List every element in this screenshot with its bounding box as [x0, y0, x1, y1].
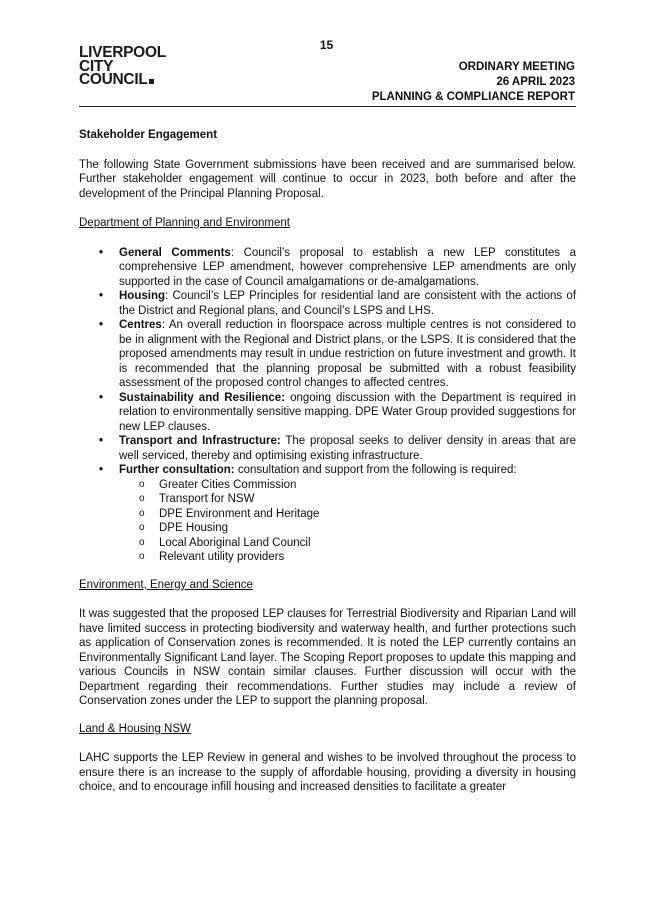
- logo-line-1: LIVERPOOL: [79, 44, 166, 61]
- report-title: PLANNING & COMPLIANCE REPORT: [371, 91, 575, 103]
- logo-dot-icon: [149, 79, 154, 84]
- list-item: • Housing: Council’s LEP Principles for residential land are consistent with the actions of the District and Regional plans, and Council’s LSPS and LHS.: [79, 289, 576, 318]
- consultee-list: [119, 478, 576, 565]
- consultee-item: o DPE Environment and Heritage: [119, 507, 576, 522]
- consultee-item: o Transport for NSW: [119, 492, 576, 507]
- lahc-heading: Land & Housing NSW: [79, 722, 191, 735]
- consultee-item: o Greater Cities Commission: [119, 478, 576, 493]
- consultee-item: o DPE Housing: [119, 521, 576, 536]
- list-item: • Further consultation: consultation and support from the following is required: o Greater Cities Commission o Transport for NSW o DPE Environment and Heritage o DPE Housing o Local Aboriginal Land Council o Relevant utility providers: [79, 463, 576, 565]
- list-item: • Sustainability and Resilience: ongoing discussion with the Department is required in relation to environmentally sensitive mapping. DPE Water Group provided suggestions for new LEP clauses.: [79, 391, 576, 435]
- logo-line-2: CITY: [79, 57, 114, 75]
- list-item: • Transport and Infrastructure: The proposal seeks to deliver density in areas that are well serviced, thereby and optimising existing infrastructure.: [79, 434, 576, 463]
- consultee-item: o Local Aboriginal Land Council: [119, 536, 576, 551]
- document-body: [79, 128, 576, 795]
- meeting-name: ORDINARY MEETING: [458, 61, 575, 73]
- logo-line-3-text: COUNCIL: [79, 71, 148, 88]
- consultee-item: o Relevant utility providers: [119, 550, 576, 565]
- list-item: • General Comments: Council’s proposal to establish a new LEP constitutes a comprehensive LEP amendment, however comprehensive LEP amendments are only supported in the case of Council amalgamations or de-amalgamations.: [79, 246, 576, 290]
- meeting-date: 26 APRIL 2023: [496, 76, 575, 88]
- section-title: Stakeholder Engagement: [79, 129, 218, 141]
- dpe-list: [79, 246, 576, 565]
- intro-paragraph: The following State Government submissions have been received and are summarised below. Further stakeholder engagement will continue to occur in 2023, both before and after the development of the Principal Planning Proposal.: [79, 158, 576, 200]
- page-number: 15: [319, 38, 334, 52]
- council-logo: [79, 46, 166, 87]
- logo-line-3: [79, 73, 166, 87]
- ees-heading: Environment, Energy and Science: [79, 578, 253, 591]
- header-divider: [79, 106, 576, 107]
- list-item: • Centres: An overall reduction in floorspace across multiple centres is not considered to be in alignment with the Regional and District plans, or the LSPS. It is considered that the proposed amendments may result in undue restriction on future investment and growth. It is recommended that the planning proposal be submitted with a robust feasibility assessment of the proposed control changes to affected centres.: [79, 318, 576, 391]
- lahc-paragraph: LAHC supports the LEP Review in general and wishes to be involved throughout the process to ensure there is an increase to the supply of affordable housing, providing a diversity in housing choice, and to encourage infill housing and increased densities to facilitate a greater: [79, 752, 576, 793]
- meeting-header: [459, 60, 575, 90]
- ees-paragraph: It was suggested that the proposed LEP clauses for Terrestrial Biodiversity and Riparian Land will have limited success in protecting biodiversity and waterway health, and further protections such as application of Conservation zones is recommended. It is noted the LEP currently contains an Environmentally Significant Land layer. The Scoping Report proposes to update this mapping and various Councils in NSW contain similar clauses. Further discussion will occur with the Department regarding their recommendations. Further studies may include a review of Conservation zones under the LEP to support the planning proposal.: [79, 608, 576, 707]
- dpe-heading: Department of Planning and Environment: [79, 217, 290, 229]
